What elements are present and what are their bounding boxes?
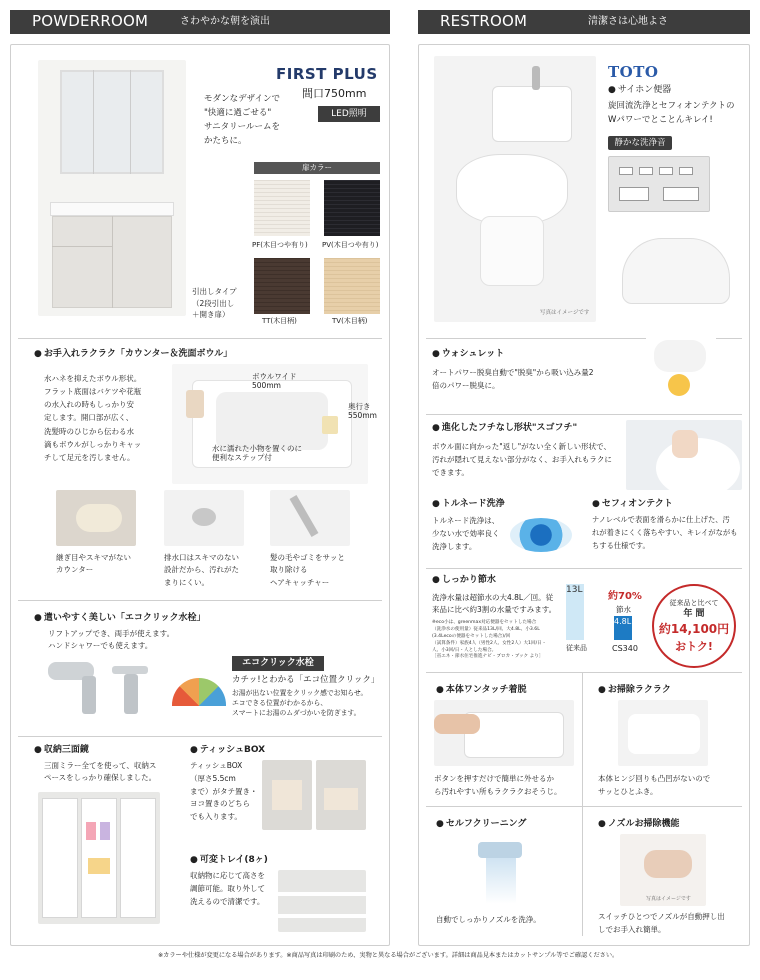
door-color-title: 扉カラー — [254, 162, 380, 174]
step-label: 水に濡れた小物を置くのに 便利なステップ付 — [212, 444, 302, 462]
easy-photo — [618, 700, 708, 766]
led-badge: LED照明 — [318, 106, 380, 122]
nozzle-photo — [620, 834, 706, 906]
detach-photo — [434, 700, 574, 766]
mirror-text: 三面ミラー全てを使って、収納ス ペースをしっかり確保しました。 — [44, 761, 157, 782]
selfclean-section — [426, 806, 742, 807]
eco-click-badge: エコクリック水栓 — [232, 656, 324, 671]
savings-circle: 従来品と比べて 年 間 約14,100円 おトク! — [652, 584, 736, 668]
faucet-section — [18, 600, 382, 601]
sgofuchi-title: ● 進化したフチなし形状"スゴフチ" — [432, 422, 577, 435]
easy-text: 本体ヒンジ回りも凸凹がないので サッとひとふき。 — [598, 774, 711, 797]
lever-diagram — [166, 660, 230, 712]
tissue-photo-2 — [316, 760, 366, 830]
section-title: POWDERROOM — [32, 12, 149, 31]
counter-text: 水ハネを抑えたボウル形状。 フラット底面はバケツや花瓶 の水入れの時もしっかり安 定します。開口部が広く、 洗髪時のひじから伝わる水 滴もボウルがしっかりキャッ チして足元を汚しません。 — [44, 374, 142, 462]
swatch-tt-label: TT(木目柄) — [262, 317, 297, 325]
drawer-type: 引出しタイプ （2段引出し ＋開き扉） — [192, 287, 237, 320]
water-section — [426, 568, 742, 569]
section-subtitle: さわやかな朝を演出 — [180, 15, 270, 27]
swatch-pv — [324, 180, 380, 236]
tray-title: ● 可変トレイ(8ヶ) — [190, 854, 268, 867]
save-label: 節水 — [616, 605, 631, 614]
tray-photo — [278, 870, 366, 932]
restroom-header — [418, 10, 750, 34]
caption-counter: 継ぎ目やスキマがない カウンター — [56, 553, 131, 575]
tissue-title: ● ティッシュBOX — [190, 744, 265, 757]
sgofuchi-text: ボウル面に向かった"返し"がない全く新しい形状で、 汚れが隠れて見えない部分がなく、お手入れもラクに できます。 — [432, 442, 612, 478]
tray-text: 収納物に応じて高さを 調節可能。取り外して 洗えるので清潔です。 — [190, 871, 265, 906]
toilet-name: ● サイホン便器 — [608, 84, 671, 97]
water-fine-print: ※eco小は、greenmax対応便器をセットした場合 （洗浄水の使用量）従来品13L/回、大4.8L、小3.6L (3.4Lecoの便器をセットした場合)/回 （試算条件）家族4人（男性2人、女性2人）大1回/日・ 人、小3回/日・人とした場合。 ［省エネ・節水住宅推進ナビ・ブロカ・ブック より］ — [432, 620, 547, 660]
selfclean-title: ● セルフクリーニング — [436, 818, 526, 831]
remote-photo — [608, 156, 710, 212]
tornado-text: トルネード洗浄は、 少ない水で効率良く 洗浄します。 — [432, 516, 500, 552]
swatch-pf-label: PF(木目つや有り) — [252, 241, 308, 249]
counter-title: ● お手入れラクラク「カウンター＆洗面ボウル」 — [34, 348, 232, 361]
depth-label: 奥行き 550mm — [348, 402, 377, 420]
old-caption: 従来品 — [566, 644, 587, 652]
footer-note: ※カラーや仕様が変更になる場合があります。※商品写真は印刷のため、実物と異なる場合がございます。詳細は商品見本またはカットサンプル等でご確認ください。 — [158, 952, 619, 959]
eco-click-desc: お湯が出ない位置をクリック感でお知らせ。 エコできる位置がわかるから、 スマートにお湯のムダづかいを防ぎます。 — [232, 689, 368, 718]
bar-new-label: 4.8L — [614, 617, 632, 626]
seat-photo — [610, 222, 740, 320]
detach-text: ボタンを押すだけで簡単に外せるか ら汚れやすい所もラクラクおそうじ。 — [434, 774, 562, 797]
bar-old-label: 13L — [566, 585, 583, 595]
toilet-desc: 旋回流洗浄とセフィオンテクトの Wパワーでとことんキレイ! — [608, 101, 735, 125]
detach-section — [426, 672, 742, 673]
cefiontect-text: ナノレベルで表面を滑らかに仕上げた、汚 れが着きにくく落ちやすい、キレイがながも ちする仕様です。 — [592, 515, 738, 550]
toto-logo: TOTO — [608, 63, 659, 81]
mirror-cabinet-photo — [38, 792, 160, 924]
easy-title: ● お掃除ラクラク — [598, 684, 671, 697]
cefiontect-title: ● セフィオンテクト — [592, 498, 673, 511]
tissue-photo-1 — [262, 760, 312, 830]
toilet-photo — [434, 56, 596, 322]
swatch-pv-label: PV(木目つや有り) — [322, 241, 379, 249]
mid-divider — [582, 672, 583, 936]
detach-title: ● 本体ワンタッチ着脱 — [436, 684, 527, 697]
section-title: RESTROOM — [440, 12, 528, 31]
washlet-photo — [646, 334, 716, 404]
swatch-tv — [324, 258, 380, 314]
section-subtitle: 清潔さは心地よさ — [588, 15, 668, 27]
tornado-title: ● トルネード洗浄 — [432, 498, 505, 511]
nozzle-text: スイッチひとつでノズルが自動押し出 しでお手入れ簡単。 — [598, 912, 725, 935]
caption-hair: 髪の毛やゴミをサッと 取り除ける ヘアキャッチャー — [270, 553, 345, 587]
storage-section — [18, 736, 382, 737]
drain-photo — [164, 490, 244, 546]
brand-name: FIRST PLUS — [276, 65, 378, 83]
counter-photo — [56, 490, 136, 546]
water-text: 洗浄水量は超節水の大4.8L／回。従 来品に比べ約3割の水量ですみます。 — [432, 593, 557, 614]
selfclean-photo — [458, 834, 552, 906]
washlet-title: ● ウォシュレット — [432, 348, 504, 361]
mirror-title: ● 収納三面鏡 — [34, 744, 89, 757]
caption-drain: 排水口はスキマのない 設計だから、汚れがた まりにくい。 — [164, 553, 239, 587]
washlet-text: オートパワー脱臭自動で"脱臭"から吸い込み量2 倍のパワー脱臭に。 — [432, 368, 594, 391]
vanity-photo — [38, 60, 186, 316]
sgofuchi-section — [426, 414, 742, 415]
sgofuchi-photo — [626, 420, 742, 490]
powderroom-header — [10, 10, 390, 34]
tornado-photo — [504, 510, 578, 558]
water-title: ● しっかり節水 — [432, 574, 496, 587]
nozzle-photo-note: 写真はイメージです — [646, 896, 691, 902]
nozzle-title: ● ノズルお掃除機能 — [598, 818, 680, 831]
toilet-photo-note: 写真はイメージです — [540, 310, 590, 316]
swatch-tt — [254, 258, 310, 314]
swatch-pf — [254, 180, 310, 236]
faucet-title: ● 遣いやすく美しい「エコクリック水栓」 — [34, 612, 206, 625]
quiet-badge: 静かな洗浄音 — [608, 136, 672, 150]
product-width: 間口750mm — [302, 87, 367, 100]
faucet-photo — [36, 656, 156, 722]
selfclean-text: 自動でしっかりノズルを洗浄。 — [436, 915, 541, 924]
eco-click-sub: カチッ!とわかる「エコ位置クリック」 — [232, 675, 380, 685]
swatch-tv-label: TV(木目柄) — [332, 317, 368, 325]
bowl-width-label: ボウルワイド 500mm — [252, 372, 297, 390]
catch-copy: モダンなデザインで "快適に過ごせる" サニタリールームを かたちに。 — [204, 94, 280, 147]
percent-label: 約70% — [608, 591, 642, 602]
counter-section — [18, 338, 382, 339]
faucet-text: リフトアップでき、両手が使えます。 ハンドシャワーでも使えます。 — [48, 629, 175, 650]
tissue-text: ティッシュBOX （厚さ5.5cm まで）がタテ置き・ ヨコ置きのどちら でも入ります。 — [190, 761, 258, 821]
new-caption: CS340 — [612, 644, 638, 653]
hair-catcher-photo — [270, 490, 350, 546]
